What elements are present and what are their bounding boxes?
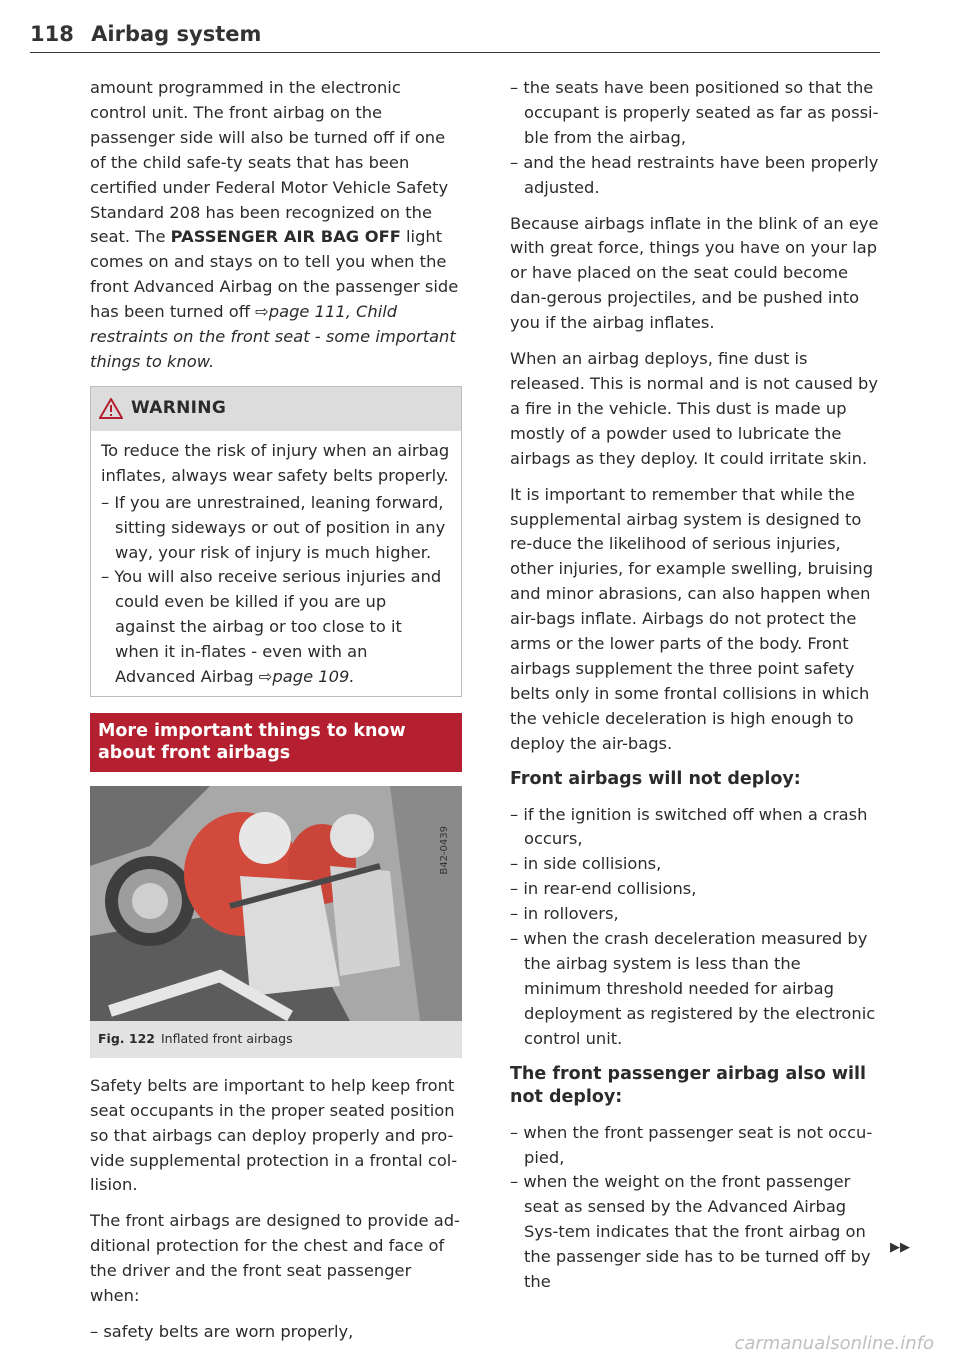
watermark: carmanualsonline.info	[734, 1333, 934, 1354]
figure-code: B42-0439	[439, 825, 451, 875]
list-item: – and the head restraints have been properly adjusted.	[510, 152, 879, 197]
warning-item: – You will also receive serious injuries and could even be killed if you are up against the airbag or too close to it when it in-flates - even with an Advanced Airbag ⇨page 109.	[101, 567, 442, 687]
condition-list	[510, 76, 882, 201]
warning-body	[91, 431, 461, 696]
subheading: The front passenger airbag also will not deploy:	[510, 1063, 867, 1107]
list-item: – when the front passenger seat is not occu-pied,	[510, 1122, 873, 1167]
no-deploy-list	[510, 803, 882, 1052]
right-column	[510, 76, 882, 1306]
intro-paragraph: amount programmed in the electronic control unit. The front airbag on the passenger side will also be turned off if one of the child safe-ty seats that has been certified under Federal Motor Vehicle Safety Standard 208 has been recognized on the seat. The PASSENGER AIR BAG OFF light comes on and stays on to tell you when the front Advanced Airbag on the passenger side has been turned off ⇨page 111, Child restraints on the front seat - some important things to know.	[90, 78, 459, 371]
warning-header: WARNING	[91, 387, 461, 431]
paragraph: Because airbags inflate in the blink of an eye with great force, things you have on your lap or have placed on the seat could become dan-gerous projectiles, and be pushed into you if the airbag inflates.	[510, 213, 879, 333]
list-item: – in rollovers,	[510, 904, 619, 924]
list-item: – in side collisions,	[510, 854, 662, 874]
paragraph: The front airbags are designed to provide ad-ditional protection for the chest and face of the driver and the front seat passenger when:	[90, 1211, 460, 1306]
list-item: – when the crash deceleration measured by the airbag system is less than the minimum threshold needed for airbag deployment as registered by the electronic control unit.	[510, 929, 876, 1048]
left-column	[90, 76, 462, 1345]
section-heading: More important things to know about front airbags	[90, 713, 462, 772]
warning-triangle-icon	[99, 398, 123, 419]
section-title: Airbag system	[91, 22, 262, 46]
figure-illustration	[90, 786, 462, 1021]
page-header	[30, 22, 880, 53]
list-item: – the seats have been positioned so that the occupant is properly seated as far as possi-ble from the airbag,	[510, 78, 879, 147]
page-reference-link[interactable]: ⇨page 109.	[258, 667, 355, 687]
warning-text: To reduce the risk of injury when an airbag inflates, always wear safety belts properly.	[101, 440, 450, 485]
paragraph: When an airbag deploys, fine dust is released. This is normal and is not caused by a fire in the vehicle. This dust is made up mostly of a powder used to lubricate the airbags as they deploy. It could irritate skin.	[510, 349, 878, 468]
paragraph: It is important to remember that while the supplemental airbag system is designed to re-duce the likelihood of serious injuries, other injuries, for example swelling, bruising and minor abrasions, can also happen when air-bags inflate. Airbags do not protect the arms or the lower parts of the body. Front airbags supplement the three point safety belts only in some frontal collisions in which the vehicle deceleration is high enough to deploy the air-bags.	[510, 484, 874, 753]
figure-caption: Fig. 122 Inflated front airbags	[90, 1021, 462, 1058]
passenger-no-deploy-list	[510, 1121, 882, 1295]
list-item: – if the ignition is switched off when a crash occurs,	[510, 804, 868, 849]
list-item: – when the weight on the front passenger seat as sensed by the Advanced Airbag Sys-tem indicates that the front airbag on the passenger side has to be turned off by the	[510, 1172, 871, 1292]
subheading: Front airbags will not deploy:	[510, 768, 801, 789]
page-number: 118	[30, 22, 74, 46]
list-item: – in rear-end collisions,	[510, 879, 697, 899]
warning-item: – If you are unrestrained, leaning forward, sitting sideways or out of position in any way, your risk of injury is much higher.	[101, 492, 446, 562]
page-reference-link[interactable]: ⇨page 111, Child restraints on the front seat - some important things to know.	[90, 302, 456, 371]
warning-box	[90, 386, 462, 697]
paragraph: Safety belts are important to help keep front seat occupants in the proper seated position so that airbags can deploy properly and pro-vide supplemental protection in a frontal col-lision.	[90, 1075, 458, 1195]
airbag-illustration	[90, 786, 462, 1021]
continue-arrow-icon: ▶▶	[890, 1240, 910, 1255]
list-item: – safety belts are worn properly,	[90, 1322, 354, 1341]
